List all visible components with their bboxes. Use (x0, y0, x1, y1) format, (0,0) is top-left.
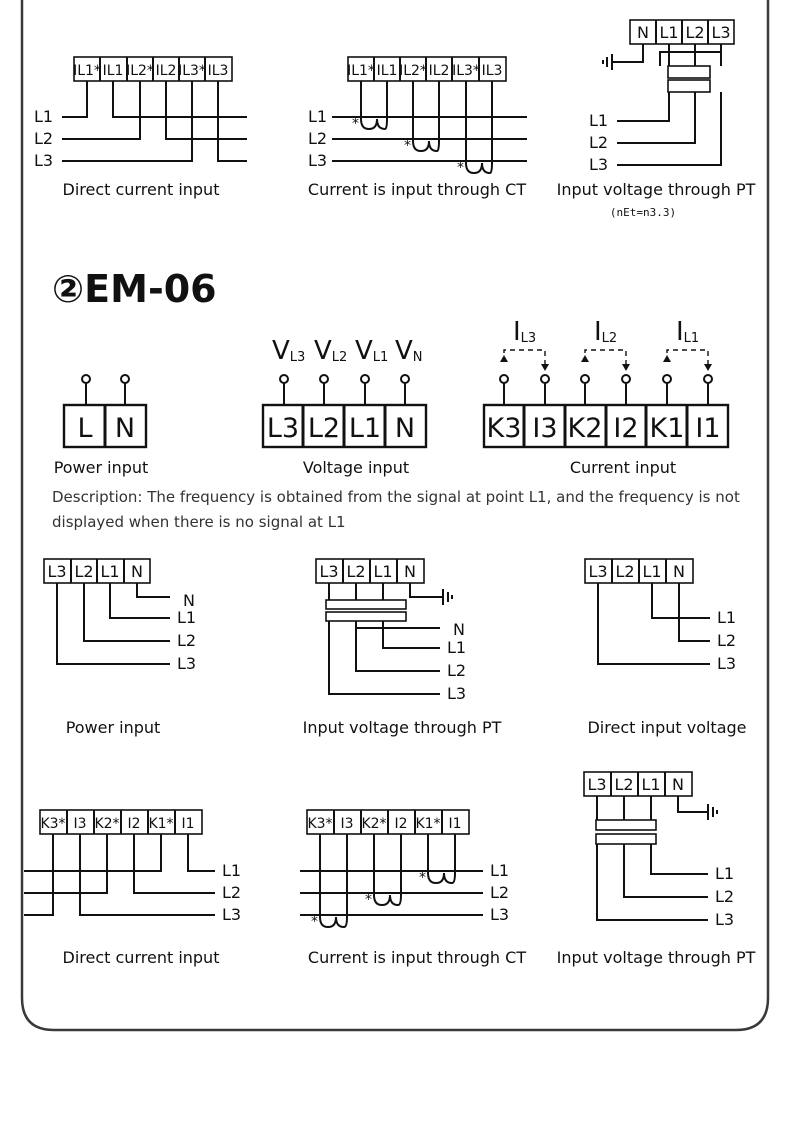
terminal-label: K3* (307, 816, 333, 832)
terminal-strip (584, 772, 692, 796)
terminal-label: I2 (394, 816, 408, 832)
line-label: L1 (715, 864, 735, 883)
polarity-mark: * (311, 914, 318, 930)
top-pt-voltage-diagram (557, 20, 756, 219)
terminal-label: L3 (588, 562, 608, 581)
terminal-label: IL1* (73, 63, 101, 79)
terminal-label: K1 (649, 413, 685, 444)
terminal-label: L3 (711, 23, 731, 42)
line-label: L3 (34, 151, 54, 170)
line-label: L3 (490, 905, 510, 924)
terminal-label: I1 (181, 816, 195, 832)
terminal-label: I2 (127, 816, 141, 832)
terminal-label: IL1* (347, 63, 375, 79)
line-label: N (183, 591, 195, 610)
terminal-label: IL2 (155, 63, 177, 79)
line-label: L2 (177, 631, 197, 650)
top-ct-current-diagram (308, 57, 527, 199)
terminal-label: K3 (486, 413, 522, 444)
terminal-label: N (637, 23, 649, 42)
terminal-label: L2 (74, 562, 94, 581)
line-label: L1 (34, 107, 54, 126)
line-label: L1 (717, 608, 737, 627)
voltage-direct-wiring (585, 559, 747, 737)
line-label: L2 (717, 631, 737, 650)
current-direct-wiring (24, 810, 241, 967)
terminal-label: IL3* (178, 63, 206, 79)
line-label: L2 (222, 883, 242, 902)
terminal-label: IL2* (399, 63, 427, 79)
polarity-mark: * (365, 892, 372, 908)
line-label: L2 (308, 129, 328, 148)
current-symbol: IL3 (513, 317, 537, 347)
top-direct-current-diagram (34, 57, 247, 199)
terminal-label: K1* (148, 816, 174, 832)
terminal-label: N (404, 562, 416, 581)
terminal-label: L1 (659, 23, 679, 42)
diagram-caption: Current input (569, 458, 677, 477)
terminal-label: N (131, 562, 143, 581)
terminal-strip (73, 57, 232, 81)
terminal-label: IL3 (481, 63, 503, 79)
terminal-label: I1 (448, 816, 462, 832)
terminal-label: L1 (641, 775, 661, 794)
line-label: L2 (34, 129, 54, 148)
terminal-label: N (394, 413, 416, 444)
line-label: L2 (447, 661, 467, 680)
terminal-label: L1 (373, 562, 393, 581)
line-label: L1 (447, 638, 467, 657)
terminal-label: L3 (319, 562, 339, 581)
diagram-caption: Direct current input (62, 180, 220, 199)
line-label: L3 (589, 155, 609, 174)
terminal-strip (44, 559, 150, 583)
voltage-pt-wiring (303, 559, 502, 737)
terminal-label: L3 (47, 562, 67, 581)
terminal-strip (347, 57, 506, 81)
terminal-label: L2 (346, 562, 366, 581)
terminal-label: I1 (695, 413, 721, 444)
voltage-symbol: VL1 (355, 336, 389, 366)
terminal-label: IL3* (452, 63, 480, 79)
line-label: L1 (222, 861, 242, 880)
polarity-mark: * (404, 138, 411, 154)
diagram-caption: Current is input through CT (307, 948, 527, 967)
terminal-label: L (77, 413, 93, 444)
terminal-label: L2 (615, 562, 635, 581)
line-label: L3 (177, 654, 197, 673)
terminal-label: K2* (361, 816, 387, 832)
line-label: N (453, 620, 465, 639)
polarity-mark: * (419, 870, 426, 886)
line-label: L2 (490, 883, 510, 902)
diagram-caption: Direct current input (62, 948, 220, 967)
line-label: L1 (589, 111, 609, 130)
em06-voltage-input (263, 336, 426, 477)
terminal-label: IL1 (376, 63, 398, 79)
terminal-label: I3 (532, 413, 558, 444)
terminal-strip (630, 20, 734, 44)
terminal-label: L1 (642, 562, 662, 581)
current-row-pt-wiring (557, 772, 756, 967)
diagram-caption: Current is input through CT (307, 180, 527, 199)
voltage-symbol: VN (395, 336, 423, 366)
line-label: L3 (717, 654, 737, 673)
line-label: L3 (308, 151, 328, 170)
description-line: Description: The frequency is obtained from the signal at point L1, and the frequency is not (52, 488, 740, 506)
terminal-label: L2 (307, 413, 341, 444)
pt-setting-note: (nEt=n3.3) (609, 206, 677, 219)
terminal-label: IL1 (102, 63, 124, 79)
terminal-label: K1* (415, 816, 441, 832)
terminal-strip (40, 810, 202, 834)
diagram-caption: Power input (65, 718, 161, 737)
line-label: L2 (589, 133, 609, 152)
terminal-label: L2 (685, 23, 705, 42)
terminal-label: N (672, 775, 684, 794)
terminal-label: L1 (100, 562, 120, 581)
terminal-strip (585, 559, 693, 583)
terminal-strip (307, 810, 469, 834)
terminal-label: K2 (567, 413, 603, 444)
diagram-caption: Direct input voltage (587, 718, 747, 737)
diagram-caption: Voltage input (302, 458, 410, 477)
terminal-label: N (114, 413, 136, 444)
line-label: L1 (177, 608, 197, 627)
terminal-label: L3 (266, 413, 300, 444)
section-heading: ②EM-06 (52, 267, 217, 311)
terminal-label: I2 (613, 413, 639, 444)
diagram-caption: Input voltage through PT (302, 718, 502, 737)
terminal-label: K3* (40, 816, 66, 832)
line-label: L2 (715, 887, 735, 906)
current-symbol: IL2 (594, 317, 618, 347)
current-ct-wiring (300, 810, 526, 967)
em06-current-input (484, 317, 728, 477)
terminal-label: IL2 (428, 63, 450, 79)
em06-power-input (54, 375, 149, 477)
line-label: L1 (308, 107, 328, 126)
terminal-label: IL3 (207, 63, 229, 79)
line-label: L3 (222, 905, 242, 924)
diagram-caption: Input voltage through PT (556, 948, 756, 967)
voltage-symbol: VL2 (314, 336, 348, 366)
diagram-caption: Input voltage through PT (556, 180, 756, 199)
line-label: L3 (447, 684, 467, 703)
terminal-strip (316, 559, 424, 583)
terminal-label: IL2* (126, 63, 154, 79)
line-label: L3 (715, 910, 735, 929)
terminal-label: L3 (587, 775, 607, 794)
terminal-label: L1 (348, 413, 382, 444)
current-symbol: IL1 (676, 317, 700, 347)
terminal-label: I3 (73, 816, 87, 832)
terminal-label: K2* (94, 816, 120, 832)
voltage-power-wiring (44, 559, 196, 737)
terminal-label: N (673, 562, 685, 581)
terminal-label: L2 (614, 775, 634, 794)
description-line: displayed when there is no signal at L1 (52, 513, 346, 531)
diagram-caption: Power input (53, 458, 149, 477)
polarity-mark: * (352, 116, 359, 132)
voltage-symbol: VL3 (272, 336, 306, 366)
terminal-label: I3 (340, 816, 354, 832)
line-label: L1 (490, 861, 510, 880)
polarity-mark: * (457, 160, 464, 176)
